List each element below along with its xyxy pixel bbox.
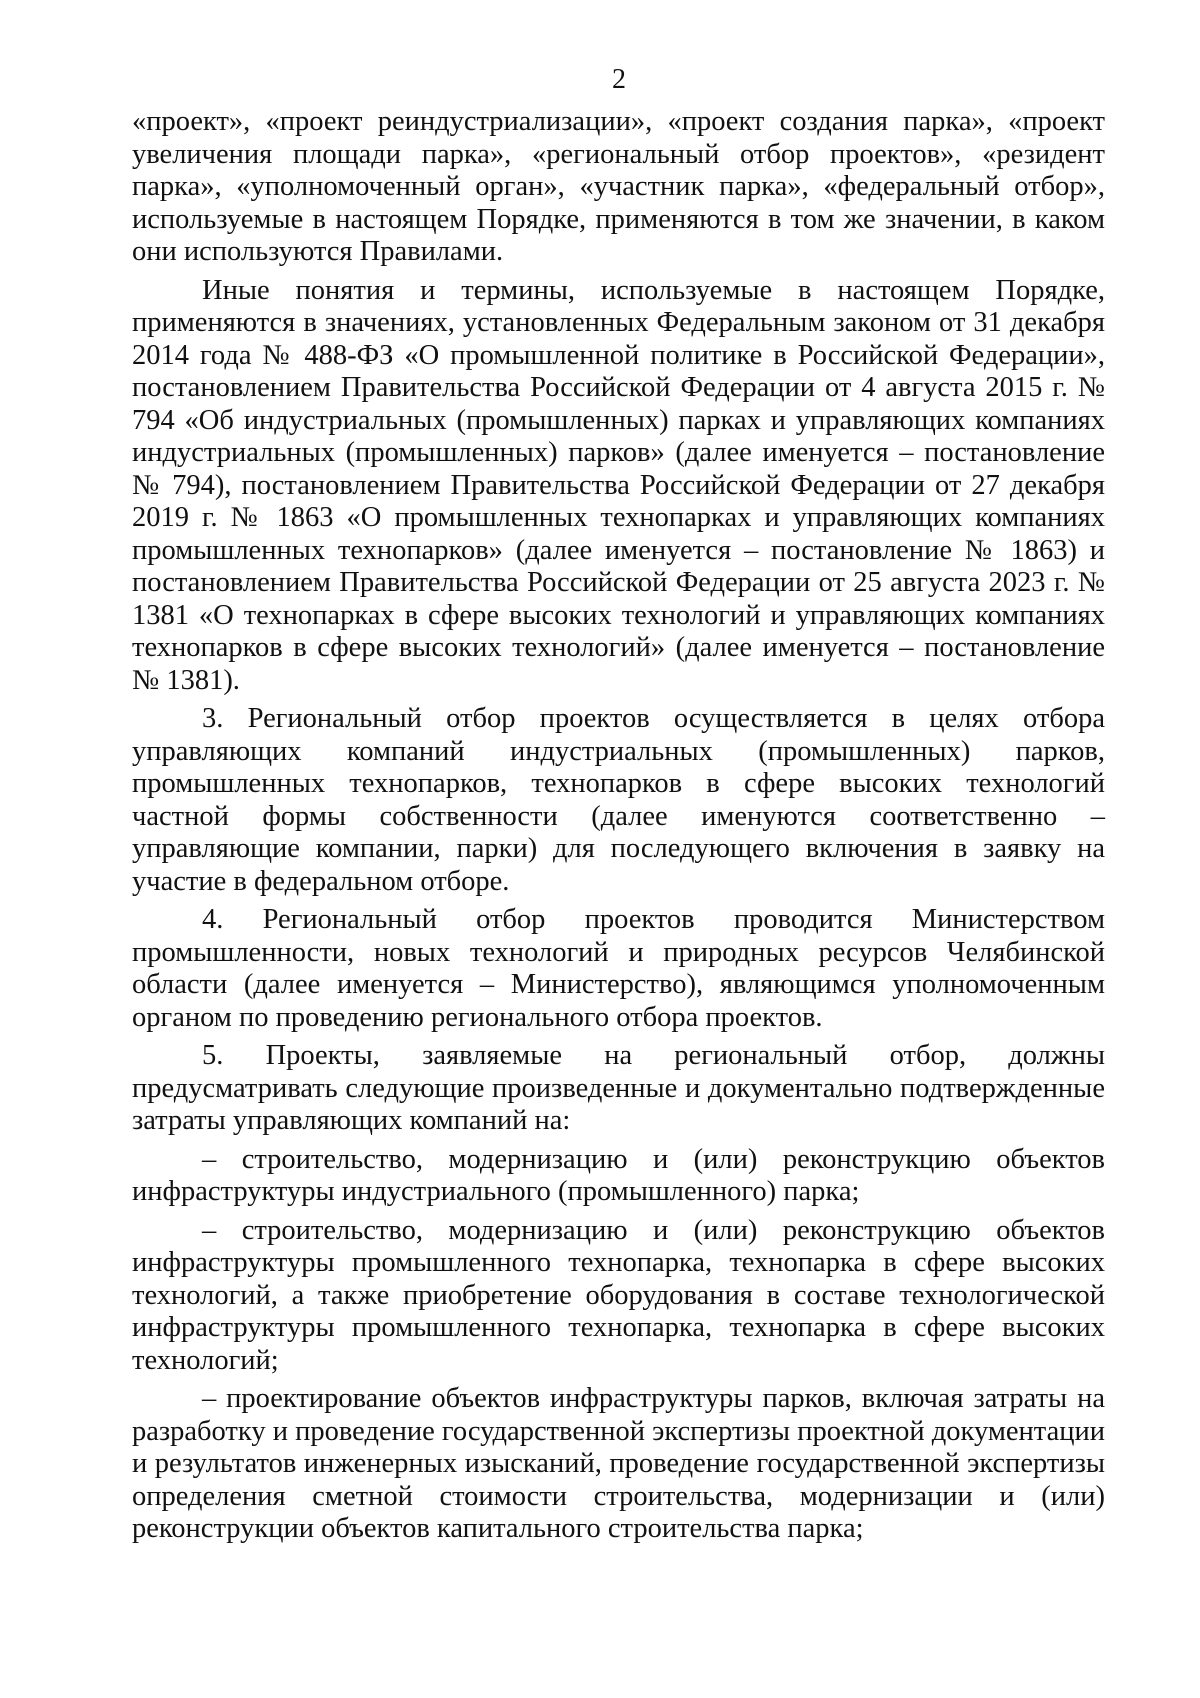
list-item-design-costs: – проектирование объектов инфраструктуры парков, включая затраты на разработку и проведение государственной экспертизы проектной документации и результатов инженерных изысканий, проведение государственной экспертизы определения сметной стоимости строительства, модернизации и (или) реконструкции объектов капитального строительства парка;	[132, 1383, 1105, 1544]
paragraph-terms-definitions: «проект», «проект реиндустриализации», «проект создания парка», «проект увеличения площади парка», «региональный отбор проектов», «резидент парка», «уполномоченный орган», «участник парка», «федеральный отбор», используемые в настоящем Порядке, применяются в том же значении, в каком они используются Правилами.	[132, 106, 1105, 267]
list-item-technopark-infrastructure: – строительство, модернизацию и (или) реконструкцию объектов инфраструктуры промышленного технопарка, технопарка в сфере высоких технологий, а также приобретение оборудования в составе технологической инфраструктуры промышленного технопарка, технопарка в сфере высоких технологий;	[132, 1214, 1105, 1376]
document-body	[132, 106, 1105, 1552]
list-item-industrial-park-infrastructure: – строительство, модернизацию и (или) реконструкцию объектов инфраструктуры индустриального (промышленного) парка;	[132, 1143, 1105, 1207]
paragraph-item-5: 5. Проекты, заявляемые на региональный отбор, должны предусматривать следующие произведенные и документально подтвержденные затраты управляющих компаний на:	[132, 1040, 1105, 1136]
paragraph-other-terms: Иные понятия и термины, используемые в настоящем Порядке, применяются в значениях, установленных Федеральным законом от 31 декабря 2014 года № 488-ФЗ «О промышленной политике в Российской Федерации», постановлением Правительства Российской Федерации от 4 августа 2015 г. № 794 «Об индустриальных (промышленных) парках и управляющих компаниях индустриальных (промышленных) парков» (далее именуется – постановление № 794), постановлением Правительства Российской Федерации от 27 декабря 2019 г. № 1863 «О промышленных технопарках и управляющих компаниях промышленных технопарков» (далее именуется – постановление № 1863) и постановлением Правительства Российской Федерации от 25 августа 2023 г. № 1381 «О технопарках в сфере высоких технологий и управляющих компаниях технопарков в сфере высоких технологий» (далее именуется – постановление № 1381).	[132, 274, 1105, 696]
paragraph-item-3: 3. Региональный отбор проектов осуществляется в целях отбора управляющих компаний индустриальных (промышленных) парков, промышленных технопарков, технопарков в сфере высоких технологий частной формы собственности (далее именуются соответственно – управляющие компании, парки) для последующего включения в заявку на участие в федеральном отборе.	[132, 703, 1105, 897]
paragraph-item-4: 4. Региональный отбор проектов проводится Министерством промышленности, новых технологий и природных ресурсов Челябинской области (далее именуется – Министерство), являющимся уполномоченным органом по проведению регионального отбора проектов.	[132, 904, 1105, 1033]
page-number: 2	[612, 64, 626, 95]
